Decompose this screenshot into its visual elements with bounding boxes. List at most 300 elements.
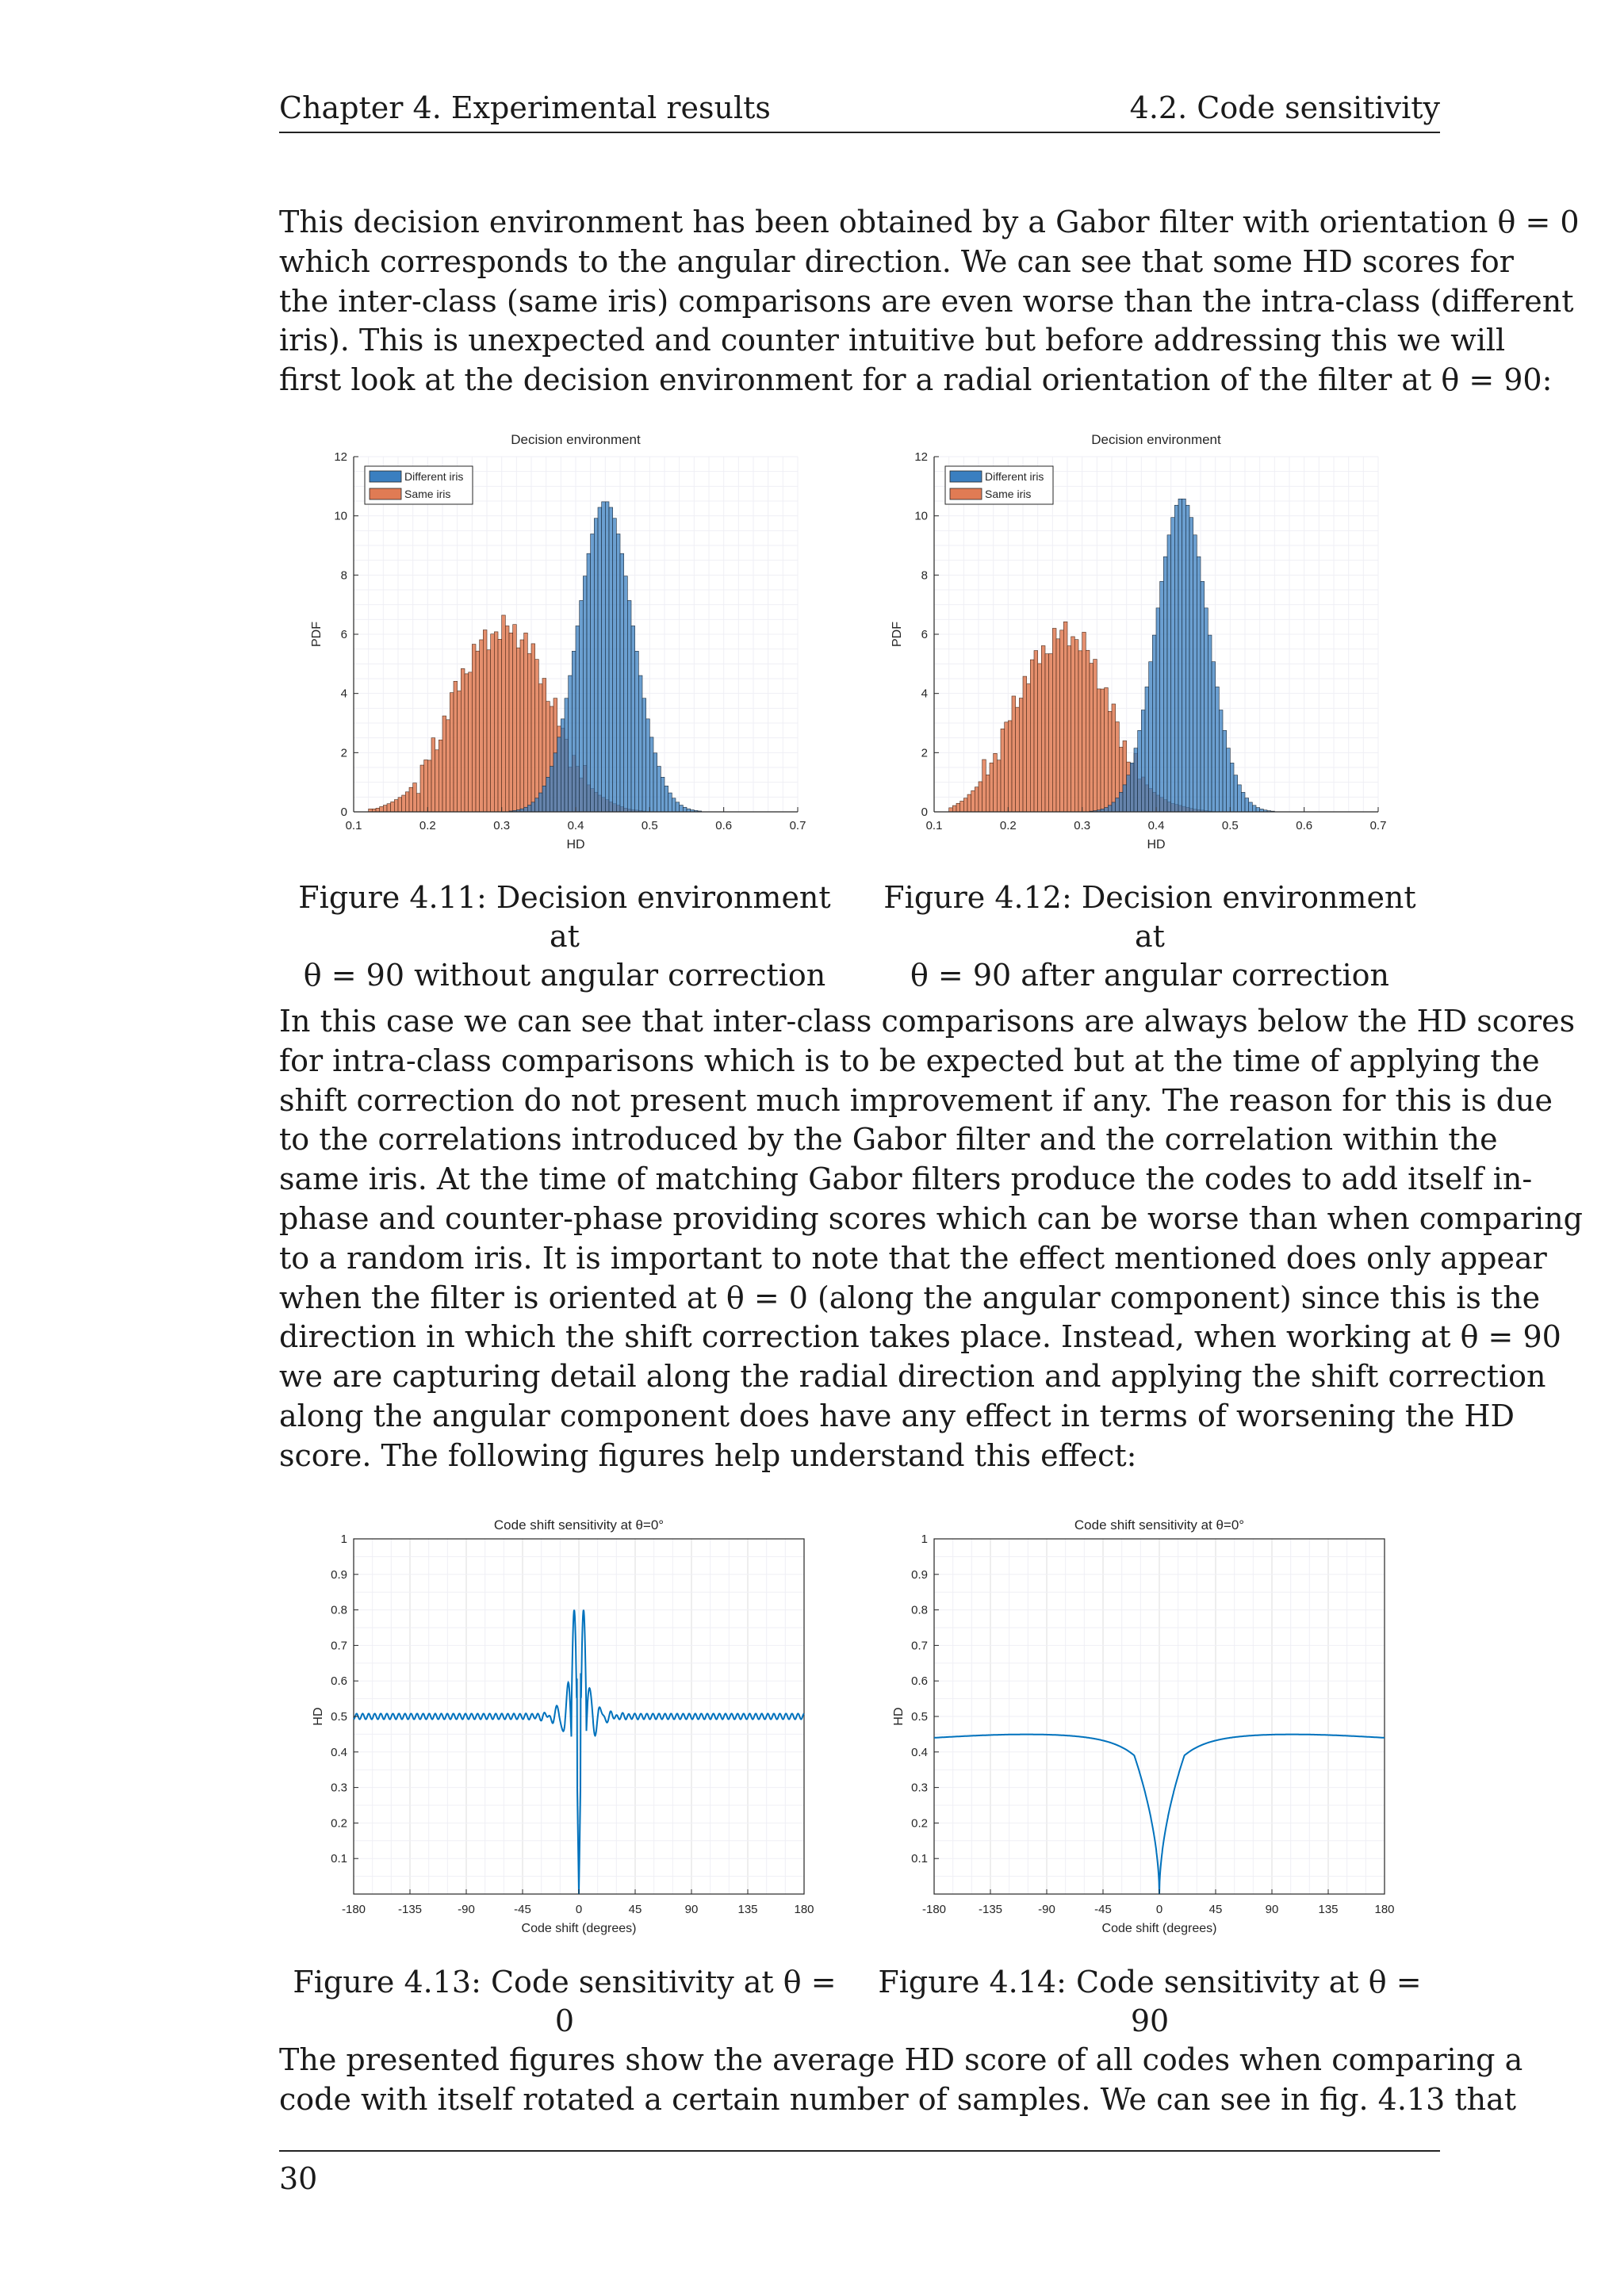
histogram-bar — [680, 806, 684, 812]
x-axis-label: Code shift (degrees) — [521, 1922, 637, 1935]
histogram-bar — [1108, 711, 1112, 812]
histogram-bar — [550, 767, 553, 812]
y-tick-label: 12 — [914, 450, 928, 464]
histogram-bar — [653, 753, 657, 812]
histogram-bar — [979, 782, 982, 812]
histogram-bar — [1208, 635, 1212, 812]
text-line: to the correlations introduced by the Gabor filter and the correlation within the — [279, 1122, 1498, 1158]
caption-line: θ = 90 without angular correction — [303, 958, 826, 993]
histogram-bar — [594, 519, 598, 812]
y-tick-label: 0.5 — [331, 1710, 347, 1724]
histogram-bar — [1067, 646, 1071, 812]
histogram-bar — [602, 502, 606, 812]
histogram-bar — [1071, 637, 1075, 812]
histogram-bar — [387, 804, 391, 812]
histogram-bar — [1238, 785, 1242, 812]
histogram-bar — [380, 806, 384, 812]
text-line: direction in which the shift correction takes place. Instead, when working at θ = 90 — [279, 1319, 1561, 1355]
histogram-bar — [565, 698, 569, 812]
y-tick-label: 12 — [334, 450, 347, 464]
histogram-bar — [516, 648, 520, 812]
x-tick-label: 45 — [1208, 1903, 1223, 1916]
y-tick-label: 4 — [921, 687, 928, 701]
histogram-bar — [1234, 775, 1238, 812]
histogram-bar — [1086, 650, 1090, 812]
histogram-bar — [1138, 730, 1142, 812]
histogram-bar — [413, 783, 417, 812]
histogram-bar — [483, 630, 487, 812]
histogram-bar — [469, 672, 473, 812]
histogram-bar — [1205, 608, 1208, 812]
histogram-bar — [1212, 662, 1216, 812]
figure-4-11-caption — [279, 878, 850, 995]
y-tick-label: 8 — [340, 568, 347, 583]
histogram-bar — [1112, 704, 1116, 812]
x-tick-label: 0.1 — [345, 819, 362, 832]
histogram-bar — [963, 798, 967, 812]
histogram-bar — [616, 534, 620, 812]
section-title: 4.2. Code sensitivity — [1129, 90, 1440, 125]
y-axis-label: PDF — [310, 622, 324, 647]
y-tick-label: 0.7 — [331, 1639, 347, 1653]
histogram-bar — [416, 794, 420, 812]
histogram-bar — [405, 792, 409, 812]
y-tick-label: 0.9 — [331, 1567, 347, 1582]
running-header — [279, 89, 1440, 133]
histogram-bar — [1216, 687, 1220, 812]
histogram-bar — [649, 737, 653, 812]
paragraph-3 — [279, 2041, 1523, 2120]
x-tick-label: 135 — [1318, 1903, 1339, 1916]
histogram-bar — [1178, 499, 1182, 812]
text-line: to a random iris. It is important to note that the effect mentioned does only appear — [279, 1240, 1547, 1276]
text-line: shift correction do not present much improvement if any. The reason for this is due — [279, 1082, 1553, 1118]
histogram-bar — [1001, 729, 1005, 812]
y-tick-label: 0.1 — [911, 1852, 928, 1866]
histogram-bar — [1152, 635, 1156, 812]
chart-title: Code shift sensitivity at θ=0° — [493, 1517, 665, 1533]
x-tick-label: 45 — [628, 1903, 642, 1916]
histogram-bar — [605, 502, 609, 812]
y-tick-label: 1 — [921, 1533, 928, 1546]
y-tick-label: 0.4 — [911, 1745, 928, 1759]
paragraph-2 — [279, 1002, 1583, 1476]
x-tick-label: 180 — [1374, 1903, 1395, 1916]
histogram-bar — [531, 802, 535, 812]
histogram-bar — [598, 507, 602, 812]
y-tick-label: 0.7 — [911, 1639, 928, 1653]
histogram-bar — [498, 639, 502, 812]
histogram-bar — [580, 600, 584, 812]
histogram-bar — [1223, 730, 1227, 812]
histogram-bar — [1041, 645, 1045, 812]
figure-4-13-caption: Figure 4.13: Code sensitivity at θ = 0 — [293, 1965, 837, 2038]
histogram-bar — [672, 798, 676, 812]
histogram-bar — [1038, 664, 1042, 812]
chart-title: Decision environment — [1091, 432, 1221, 447]
histogram-bar — [391, 802, 395, 812]
x-axis-label: HD — [1147, 838, 1166, 851]
histogram-bar — [1252, 806, 1256, 812]
x-tick-label: 0.6 — [715, 819, 733, 832]
x-tick-label: -45 — [1094, 1903, 1112, 1916]
histogram-bar — [676, 802, 680, 812]
histogram-bar — [1019, 698, 1023, 812]
text-line: iris). This is unexpected and counter intuitive but before addressing this we will — [279, 323, 1506, 358]
x-axis-label: Code shift (degrees) — [1101, 1922, 1217, 1935]
histogram-bar — [1105, 687, 1109, 812]
caption-line: Figure 4.11: Decision environment at — [298, 880, 831, 954]
y-axis-label: HD — [892, 1707, 906, 1726]
histogram-bar — [1123, 785, 1127, 812]
histogram-bar — [1193, 535, 1197, 812]
paragraph-1 — [279, 203, 1580, 400]
figure-4-14-caption: Figure 4.14: Code sensitivity at θ = 90 — [878, 1965, 1422, 2038]
text-line: This decision environment has been obtained by a Gabor filter with orientation θ = 0 — [279, 205, 1580, 239]
histogram-bar — [952, 806, 956, 812]
x-tick-label: -135 — [978, 1903, 1003, 1916]
histogram-bar — [454, 681, 458, 812]
text-line: In this case we can see that inter-class comparisons are always below the HD scores — [279, 1004, 1576, 1039]
histogram-bar — [1008, 721, 1012, 812]
x-tick-label: 0.3 — [1074, 819, 1091, 832]
x-tick-label: 180 — [794, 1903, 814, 1916]
histogram-bar — [446, 720, 450, 812]
histogram-bar — [1056, 639, 1060, 812]
histogram-bar — [383, 806, 387, 812]
histogram-bar — [535, 660, 539, 812]
histogram-bar — [527, 653, 531, 812]
page-number: 30 — [279, 2161, 318, 2196]
caption-line: Figure 4.12: Decision environment at — [883, 880, 1416, 954]
histogram-bar — [1074, 640, 1078, 812]
chart-title: Code shift sensitivity at θ=0° — [1074, 1517, 1245, 1533]
x-tick-label: 0.5 — [1221, 819, 1239, 832]
y-tick-label: 0.2 — [911, 1816, 928, 1831]
y-axis-label: HD — [312, 1707, 325, 1726]
x-tick-label: 0.6 — [1296, 819, 1313, 832]
histogram-bar — [502, 615, 506, 812]
x-tick-label: 0.4 — [1147, 819, 1165, 832]
histogram-bar — [561, 719, 565, 812]
chart-title: Decision environment — [511, 432, 641, 447]
histogram-bar — [461, 668, 465, 812]
legend-label-different: Different iris — [404, 470, 464, 483]
text-line: when the filter is oriented at θ = 0 (along the angular component) since this is the — [279, 1280, 1541, 1315]
y-tick-label: 0.1 — [331, 1852, 347, 1866]
x-tick-label: -180 — [921, 1903, 947, 1916]
x-tick-label: 0.1 — [925, 819, 943, 832]
histogram-bar — [1163, 557, 1167, 812]
histogram-bar — [986, 775, 990, 812]
histogram-bar — [994, 753, 998, 812]
histogram-bar — [524, 807, 528, 812]
histogram-bar — [569, 675, 573, 812]
histogram-bar — [439, 740, 442, 812]
histogram-bar — [1016, 707, 1020, 812]
histogram-bar — [509, 633, 513, 812]
histogram-bar — [997, 760, 1001, 812]
histogram-bar — [1034, 651, 1038, 812]
histogram-bar — [949, 808, 953, 812]
histogram-bar — [480, 640, 484, 812]
histogram-bar — [1167, 535, 1171, 812]
histogram-bar — [613, 519, 617, 812]
y-tick-label: 10 — [334, 509, 347, 523]
histogram-bar — [583, 576, 587, 812]
text-line: which corresponds to the angular direction. We can see that some HD scores for — [279, 243, 1514, 279]
x-tick-label: 0.5 — [641, 819, 658, 832]
legend — [365, 466, 473, 504]
y-tick-label: 0.4 — [331, 1745, 347, 1759]
histogram-bar — [1134, 748, 1138, 812]
histogram-bar — [1174, 505, 1178, 812]
histogram-bar — [491, 634, 495, 812]
histogram-bar — [1256, 808, 1260, 812]
histogram-bar — [1097, 689, 1101, 812]
figure-4-12-chart — [890, 428, 1413, 856]
histogram-bar — [1060, 630, 1064, 812]
histogram-bar — [409, 787, 413, 812]
histogram-bar — [402, 795, 406, 812]
histogram-bar — [542, 786, 546, 812]
legend-label-same: Same iris — [404, 488, 451, 500]
histogram-bar — [1049, 654, 1053, 812]
histogram-bar — [624, 576, 628, 812]
x-tick-label: 90 — [684, 1903, 699, 1916]
x-tick-label: 135 — [737, 1903, 758, 1916]
legend — [945, 466, 1053, 504]
footer-rule — [279, 2150, 1440, 2152]
text-line: score. The following figures help understand this effect: — [279, 1437, 1137, 1473]
histogram-bar — [609, 507, 613, 812]
legend-swatch-different — [950, 471, 982, 482]
caption-line: θ = 90 after angular correction — [910, 958, 1390, 993]
histogram-bar — [465, 674, 469, 812]
histogram-bar — [1012, 696, 1016, 812]
histogram-bar — [557, 737, 561, 812]
histogram-bar — [1245, 798, 1249, 812]
histogram-bar — [638, 675, 642, 812]
histogram-bar — [572, 651, 576, 812]
histogram-bar — [1249, 802, 1253, 812]
histogram-bar — [431, 738, 435, 812]
figure-4-11-chart — [309, 428, 833, 856]
histogram-bar — [960, 801, 964, 812]
histogram-bar — [1108, 806, 1112, 812]
x-tick-label: 0.4 — [567, 819, 584, 832]
text-line: the inter-class (same iris) comparisons are even worse than the intra-class (different — [279, 283, 1574, 319]
y-tick-label: 6 — [340, 628, 347, 641]
x-tick-label: 0 — [575, 1903, 583, 1916]
legend-label-different: Different iris — [985, 470, 1044, 483]
x-tick-label: 90 — [1265, 1903, 1279, 1916]
y-tick-label: 6 — [921, 628, 928, 641]
x-tick-label: -180 — [341, 1903, 366, 1916]
histogram-bar — [546, 777, 550, 812]
histogram-bar — [1171, 518, 1175, 812]
histogram-bar — [1105, 808, 1109, 812]
histogram-bar — [1094, 660, 1097, 812]
histogram-bar — [990, 763, 994, 812]
histogram-bar — [487, 650, 491, 812]
x-tick-label: 0.7 — [789, 819, 806, 832]
histogram-bar — [513, 625, 517, 812]
legend-swatch-same — [950, 488, 982, 499]
x-tick-label: 0.3 — [493, 819, 511, 832]
text-line: same iris. At the time of matching Gabor filters produce the codes to add itself in- — [279, 1161, 1533, 1197]
y-tick-label: 0.2 — [331, 1816, 347, 1831]
figure-4-13-chart — [309, 1510, 833, 1950]
histogram-bar — [458, 691, 462, 812]
text-line: we are capturing detail along the radial direction and applying the shift correction — [279, 1359, 1546, 1395]
histogram-bar — [591, 534, 595, 812]
x-tick-label: 0.2 — [999, 819, 1017, 832]
x-tick-label: -135 — [397, 1903, 423, 1916]
y-tick-label: 0.3 — [911, 1781, 928, 1795]
histogram-bar — [494, 632, 498, 812]
histogram-bar — [1189, 518, 1193, 812]
histogram-bar — [1063, 622, 1067, 812]
figure-4-14-chart — [890, 1510, 1413, 1950]
histogram-bar — [1023, 676, 1027, 812]
histogram-bar — [1052, 628, 1056, 812]
histogram-bar — [668, 793, 672, 812]
histogram-bar — [531, 644, 535, 812]
text-line: for intra-class comparisons which is to be expected but at the time of applying the — [279, 1043, 1540, 1078]
y-tick-label: 0.3 — [331, 1781, 347, 1795]
histogram-bar — [1005, 722, 1009, 812]
histogram-bar — [1219, 710, 1223, 812]
chapter-title: Chapter 4. Experimental results — [279, 90, 771, 125]
histogram-bar — [376, 808, 380, 812]
histogram-bar — [476, 651, 480, 812]
histogram-bar — [657, 767, 661, 812]
histogram-bar — [1030, 660, 1034, 812]
legend-swatch-same — [370, 488, 401, 499]
histogram-bar — [1116, 798, 1120, 812]
histogram-bar — [1185, 505, 1189, 812]
histogram-bar — [646, 719, 650, 812]
histogram-bar — [1156, 608, 1160, 812]
x-tick-label: -90 — [1038, 1903, 1055, 1916]
histogram-bar — [1130, 763, 1134, 812]
histogram-bar — [1149, 662, 1153, 812]
y-tick-label: 0.9 — [911, 1567, 928, 1582]
histogram-bar — [450, 693, 454, 812]
histogram-bar — [1145, 687, 1149, 812]
x-tick-label: 0 — [1155, 1903, 1163, 1916]
histogram-bar — [1027, 684, 1031, 812]
histogram-bar — [435, 750, 439, 812]
histogram-bar — [627, 600, 631, 812]
histogram-bar — [524, 633, 528, 812]
histogram-bar — [1082, 632, 1086, 812]
histogram-bar — [1241, 792, 1245, 812]
histogram-bar — [635, 651, 639, 812]
histogram-bar — [683, 807, 687, 812]
y-tick-label: 1 — [340, 1533, 347, 1546]
histogram-bar — [1101, 689, 1105, 812]
histogram-bar — [1201, 581, 1205, 812]
y-tick-label: 10 — [914, 509, 928, 523]
y-tick-label: 4 — [340, 687, 347, 701]
histogram-bar — [427, 760, 431, 812]
histogram-bar — [620, 553, 624, 812]
y-tick-label: 2 — [921, 746, 928, 760]
text-line: phase and counter-phase providing scores which can be worse than when comparing — [279, 1200, 1583, 1236]
y-tick-label: 0.6 — [331, 1674, 347, 1689]
x-tick-label: 0.2 — [419, 819, 436, 832]
histogram-bar — [538, 793, 542, 812]
histogram-bar — [1045, 654, 1049, 812]
legend-label-same: Same iris — [985, 488, 1032, 500]
histogram-bar — [967, 794, 971, 812]
histogram-bar — [661, 777, 665, 812]
histogram-bar — [505, 626, 509, 812]
histogram-bar — [1160, 581, 1164, 812]
histogram-bar — [527, 806, 531, 812]
x-tick-label: -90 — [458, 1903, 475, 1916]
histogram-bar — [956, 803, 960, 812]
y-tick-label: 0.5 — [911, 1710, 928, 1724]
histogram-bar — [420, 765, 424, 812]
histogram-bar — [1227, 748, 1231, 812]
text-line: along the angular component does have any effect in terms of worsening the HD — [279, 1398, 1515, 1433]
histogram-bar — [1230, 763, 1234, 812]
text-line: The presented figures show the average HD score of all codes when comparing a — [279, 2042, 1523, 2077]
histogram-bar — [535, 798, 539, 812]
histogram-bar — [587, 553, 591, 812]
histogram-bar — [576, 626, 580, 812]
grid — [934, 1539, 1385, 1894]
histogram-bar — [1197, 557, 1201, 812]
histogram-bar — [642, 698, 646, 812]
x-tick-label: -45 — [514, 1903, 531, 1916]
y-tick-label: 0.8 — [331, 1603, 347, 1617]
histogram-bar — [982, 760, 986, 812]
histogram-bar — [398, 798, 402, 812]
histogram-bar — [520, 640, 524, 812]
histogram-bar — [553, 753, 557, 812]
histogram-bar — [424, 760, 428, 812]
y-tick-label: 0.6 — [911, 1674, 928, 1689]
histogram-bar — [1112, 802, 1116, 812]
y-tick-label: 8 — [921, 568, 928, 583]
histogram-bar — [1078, 651, 1082, 812]
x-tick-label: 0.7 — [1369, 819, 1387, 832]
y-tick-label: 0 — [921, 806, 928, 819]
histogram-bar — [1090, 664, 1094, 812]
x-axis-label: HD — [566, 838, 585, 851]
y-axis-label: PDF — [891, 622, 904, 647]
y-tick-label: 0 — [340, 806, 347, 819]
histogram-bar — [1182, 499, 1186, 812]
histogram-bar — [1141, 710, 1145, 812]
histogram-bar — [971, 790, 975, 812]
histogram-bar — [442, 716, 446, 812]
histogram-bar — [1127, 775, 1131, 812]
figure-4-12-caption — [864, 878, 1435, 995]
histogram-bar — [631, 626, 635, 812]
histogram-bar — [665, 786, 668, 812]
text-line: code with itself rotated a certain number of samples. We can see in fig. 4.13 that — [279, 2081, 1517, 2117]
text-line: first look at the decision environment for a radial orientation of the filter at θ = 90: — [279, 362, 1553, 398]
histogram-bar — [472, 645, 476, 812]
y-tick-label: 0.8 — [911, 1603, 928, 1617]
histogram-bar — [1119, 792, 1123, 812]
y-tick-label: 2 — [340, 746, 347, 760]
